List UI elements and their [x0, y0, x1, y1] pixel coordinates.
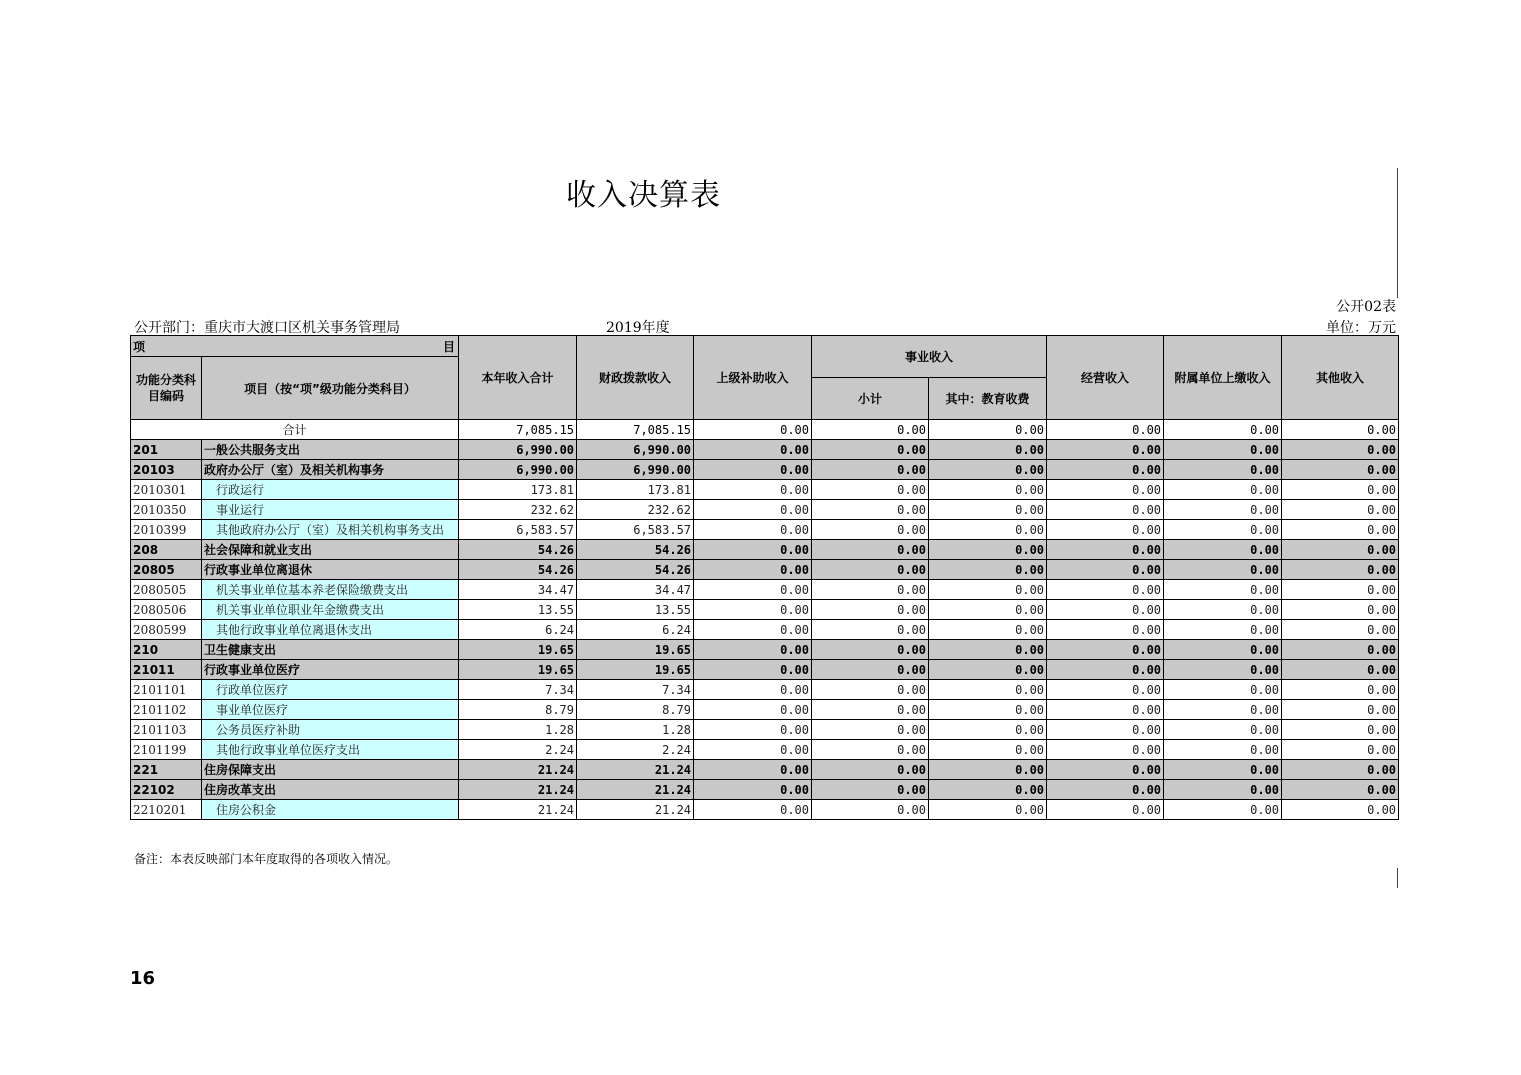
- header-career: 事业收入: [812, 336, 1047, 378]
- row-value: 0.00: [812, 800, 929, 820]
- row-value: 0.00: [1047, 680, 1164, 700]
- row-value: 7.34: [459, 680, 577, 700]
- row-value: 0.00: [694, 780, 812, 800]
- row-value: 0.00: [1164, 620, 1282, 640]
- row-value: 0.00: [694, 440, 812, 460]
- row-value: 0.00: [929, 800, 1047, 820]
- row-code: 201: [131, 440, 202, 460]
- header-superior: 上级补助收入: [694, 336, 812, 420]
- row-code: 2080599: [131, 620, 202, 640]
- row-value: 0.00: [1282, 460, 1399, 480]
- row-value: 19.65: [459, 640, 577, 660]
- row-value: 0.00: [1282, 480, 1399, 500]
- row-value: 0.00: [694, 580, 812, 600]
- row-value: 21.24: [459, 760, 577, 780]
- row-value: 0.00: [812, 500, 929, 520]
- row-value: 0.00: [1164, 740, 1282, 760]
- row-value: 21.24: [459, 780, 577, 800]
- row-code: 20103: [131, 460, 202, 480]
- row-code: 2101199: [131, 740, 202, 760]
- row-value: 6.24: [577, 620, 694, 640]
- row-value: 0.00: [1282, 720, 1399, 740]
- row-code: 2101101: [131, 680, 202, 700]
- row-value: 0.00: [1164, 460, 1282, 480]
- row-value: 0.00: [694, 720, 812, 740]
- row-value: 21.24: [459, 800, 577, 820]
- row-value: 0.00: [1047, 640, 1164, 660]
- row-value: 0.00: [1282, 700, 1399, 720]
- row-value: 0.00: [1047, 620, 1164, 640]
- row-value: 0.00: [1164, 520, 1282, 540]
- row-value: 0.00: [1047, 740, 1164, 760]
- total-cell: 0.00: [1047, 420, 1164, 440]
- row-value: 54.26: [459, 560, 577, 580]
- table-row: [131, 460, 1399, 480]
- table-row: [131, 660, 1399, 680]
- row-value: 0.00: [929, 600, 1047, 620]
- header-affiliated: 附属单位上缴收入: [1164, 336, 1282, 420]
- row-code: 2210201: [131, 800, 202, 820]
- row-value: 0.00: [1164, 700, 1282, 720]
- row-value: 0.00: [929, 740, 1047, 760]
- row-value: 0.00: [929, 460, 1047, 480]
- row-value: 0.00: [694, 600, 812, 620]
- row-value: 0.00: [1282, 540, 1399, 560]
- row-value: 2.24: [577, 740, 694, 760]
- row-value: 0.00: [929, 500, 1047, 520]
- row-value: 0.00: [694, 760, 812, 780]
- row-value: 54.26: [577, 560, 694, 580]
- row-value: 0.00: [1282, 760, 1399, 780]
- row-value: 0.00: [929, 640, 1047, 660]
- row-value: 0.00: [1164, 480, 1282, 500]
- row-code: 2010399: [131, 520, 202, 540]
- row-value: 0.00: [929, 520, 1047, 540]
- row-name: 事业单位医疗: [202, 700, 459, 720]
- row-value: 0.00: [812, 640, 929, 660]
- table-row: [131, 500, 1399, 520]
- form-number: 公开02表: [1336, 299, 1396, 315]
- row-value: 0.00: [1282, 780, 1399, 800]
- row-code: 2080505: [131, 580, 202, 600]
- row-value: 0.00: [1282, 580, 1399, 600]
- row-name: 行政事业单位医疗: [202, 660, 459, 680]
- unit-label: 单位：万元: [1326, 320, 1396, 336]
- row-value: 0.00: [812, 480, 929, 500]
- row-value: 0.00: [812, 620, 929, 640]
- header-mu: 目: [443, 340, 456, 354]
- row-value: 1.28: [459, 720, 577, 740]
- row-value: 6,990.00: [459, 440, 577, 460]
- row-code: 2080506: [131, 600, 202, 620]
- row-value: 34.47: [459, 580, 577, 600]
- row-value: 0.00: [1047, 760, 1164, 780]
- row-name: 卫生健康支出: [202, 640, 459, 660]
- income-table: [130, 335, 1399, 820]
- row-value: 6,583.57: [459, 520, 577, 540]
- row-value: 0.00: [1282, 520, 1399, 540]
- row-value: 0.00: [694, 700, 812, 720]
- row-value: 0.00: [812, 780, 929, 800]
- row-value: 232.62: [459, 500, 577, 520]
- row-code: 22102: [131, 780, 202, 800]
- row-value: 0.00: [929, 720, 1047, 740]
- row-value: 0.00: [694, 740, 812, 760]
- row-name: 机关事业单位职业年金缴费支出: [202, 600, 459, 620]
- row-value: 0.00: [812, 580, 929, 600]
- row-name: 其他行政事业单位医疗支出: [202, 740, 459, 760]
- row-name: 一般公共服务支出: [202, 440, 459, 460]
- row-value: 0.00: [812, 600, 929, 620]
- row-value: 232.62: [577, 500, 694, 520]
- row-code: 2010350: [131, 500, 202, 520]
- row-value: 0.00: [1164, 500, 1282, 520]
- row-value: 0.00: [1164, 760, 1282, 780]
- row-value: 0.00: [694, 560, 812, 580]
- row-value: 0.00: [1164, 780, 1282, 800]
- total-cell: 0.00: [812, 420, 929, 440]
- row-value: 173.81: [459, 480, 577, 500]
- table-row: [131, 480, 1399, 500]
- row-value: 0.00: [929, 780, 1047, 800]
- row-value: 0.00: [1047, 720, 1164, 740]
- row-value: 0.00: [1047, 500, 1164, 520]
- row-value: 6,583.57: [577, 520, 694, 540]
- table-row: [131, 440, 1399, 460]
- department-label: 公开部门：重庆市大渡口区机关事务管理局: [134, 320, 400, 336]
- table-row: [131, 640, 1399, 660]
- row-value: 0.00: [694, 500, 812, 520]
- header-item: [131, 336, 459, 357]
- row-value: 0.00: [1282, 740, 1399, 760]
- row-name: 其他行政事业单位离退休支出: [202, 620, 459, 640]
- row-value: 0.00: [1047, 480, 1164, 500]
- row-value: 0.00: [694, 480, 812, 500]
- row-code: 2101103: [131, 720, 202, 740]
- table-row: [131, 580, 1399, 600]
- total-cell: 0.00: [929, 420, 1047, 440]
- header-other: 其他收入: [1282, 336, 1399, 420]
- row-value: 0.00: [812, 560, 929, 580]
- row-value: 0.00: [812, 460, 929, 480]
- header-career-subtotal: 小计: [812, 378, 929, 420]
- table-row: [131, 700, 1399, 720]
- row-value: 0.00: [1164, 440, 1282, 460]
- row-value: 34.47: [577, 580, 694, 600]
- row-value: 0.00: [1282, 660, 1399, 680]
- row-value: 0.00: [694, 620, 812, 640]
- row-value: 0.00: [929, 620, 1047, 640]
- page-title: 收入决算表: [566, 178, 721, 213]
- row-value: 0.00: [1047, 600, 1164, 620]
- row-value: 54.26: [577, 540, 694, 560]
- table-row: [131, 780, 1399, 800]
- row-value: 0.00: [694, 800, 812, 820]
- row-value: 0.00: [1282, 620, 1399, 640]
- row-value: 0.00: [929, 700, 1047, 720]
- row-value: 0.00: [1047, 780, 1164, 800]
- total-row: [131, 420, 1399, 440]
- table-row: [131, 540, 1399, 560]
- row-code: 2101102: [131, 700, 202, 720]
- row-value: 0.00: [1164, 640, 1282, 660]
- row-value: 0.00: [1164, 580, 1282, 600]
- row-value: 0.00: [929, 560, 1047, 580]
- row-name: 行政单位医疗: [202, 680, 459, 700]
- row-value: 0.00: [1282, 800, 1399, 820]
- row-value: 0.00: [812, 660, 929, 680]
- row-value: 0.00: [812, 520, 929, 540]
- row-value: 173.81: [577, 480, 694, 500]
- table-row: [131, 600, 1399, 620]
- row-name: 事业运行: [202, 500, 459, 520]
- table-row: [131, 740, 1399, 760]
- row-value: 0.00: [1047, 800, 1164, 820]
- row-code: 2010301: [131, 480, 202, 500]
- row-code: 21011: [131, 660, 202, 680]
- total-cell: 0.00: [694, 420, 812, 440]
- row-name: 行政事业单位离退休: [202, 560, 459, 580]
- table-row: [131, 680, 1399, 700]
- row-value: 0.00: [812, 700, 929, 720]
- row-value: 0.00: [1282, 600, 1399, 620]
- row-name: 住房保障支出: [202, 760, 459, 780]
- row-value: 0.00: [694, 640, 812, 660]
- row-value: 0.00: [929, 580, 1047, 600]
- row-value: 0.00: [1047, 580, 1164, 600]
- total-cell: 7,085.15: [459, 420, 577, 440]
- header-xiang: 项: [133, 339, 146, 354]
- row-value: 0.00: [1047, 520, 1164, 540]
- row-value: 0.00: [1282, 640, 1399, 660]
- row-value: 0.00: [1047, 700, 1164, 720]
- header-total: 本年收入合计: [459, 336, 577, 420]
- header-career-edu: 其中：教育收费: [929, 378, 1047, 420]
- row-code: 20805: [131, 560, 202, 580]
- row-value: 0.00: [694, 660, 812, 680]
- header-fiscal: 财政拨款收入: [577, 336, 694, 420]
- row-value: 13.55: [577, 600, 694, 620]
- table-row: [131, 720, 1399, 740]
- row-name: 住房公积金: [202, 800, 459, 820]
- row-value: 19.65: [577, 640, 694, 660]
- row-name: 行政运行: [202, 480, 459, 500]
- row-name: 住房改革支出: [202, 780, 459, 800]
- row-value: 0.00: [1282, 560, 1399, 580]
- header-code: 功能分类科目编码: [131, 357, 202, 420]
- row-value: 8.79: [459, 700, 577, 720]
- row-value: 0.00: [694, 460, 812, 480]
- table-row: [131, 800, 1399, 820]
- row-value: 13.55: [459, 600, 577, 620]
- row-value: 0.00: [1047, 440, 1164, 460]
- row-value: 0.00: [1164, 600, 1282, 620]
- total-cell: 0.00: [1164, 420, 1282, 440]
- table-row: [131, 560, 1399, 580]
- table-row: [131, 620, 1399, 640]
- row-code: 210: [131, 640, 202, 660]
- row-value: 7.34: [577, 680, 694, 700]
- table-note: 备注：本表反映部门本年度取得的各项收入情况。: [134, 852, 399, 866]
- table-row: [131, 760, 1399, 780]
- row-value: 0.00: [1047, 540, 1164, 560]
- row-value: 0.00: [1164, 720, 1282, 740]
- row-value: 0.00: [1164, 800, 1282, 820]
- row-code: 221: [131, 760, 202, 780]
- row-value: 0.00: [812, 680, 929, 700]
- row-value: 0.00: [929, 760, 1047, 780]
- row-name: 社会保障和就业支出: [202, 540, 459, 560]
- row-value: 0.00: [929, 480, 1047, 500]
- table-row: [131, 520, 1399, 540]
- row-value: 0.00: [694, 520, 812, 540]
- row-value: 21.24: [577, 760, 694, 780]
- row-value: 0.00: [694, 540, 812, 560]
- row-value: 6,990.00: [577, 460, 694, 480]
- row-value: 0.00: [929, 660, 1047, 680]
- row-value: 1.28: [577, 720, 694, 740]
- page-number: 16: [130, 968, 156, 989]
- right-border-rule: [1397, 168, 1398, 298]
- row-value: 0.00: [1164, 660, 1282, 680]
- row-value: 0.00: [1282, 680, 1399, 700]
- row-name: 公务员医疗补助: [202, 720, 459, 740]
- row-code: 208: [131, 540, 202, 560]
- row-value: 0.00: [694, 680, 812, 700]
- row-value: 0.00: [929, 440, 1047, 460]
- row-value: 6,990.00: [577, 440, 694, 460]
- total-cell: 7,085.15: [577, 420, 694, 440]
- row-value: 0.00: [812, 540, 929, 560]
- row-value: 0.00: [1047, 660, 1164, 680]
- row-value: 6.24: [459, 620, 577, 640]
- row-value: 0.00: [1047, 560, 1164, 580]
- row-value: 0.00: [1047, 460, 1164, 480]
- right-border-rule-lower: [1397, 868, 1398, 888]
- year-label: 2019年度: [606, 320, 670, 336]
- row-value: 19.65: [459, 660, 577, 680]
- header-business: 经营收入: [1047, 336, 1164, 420]
- row-name: 机关事业单位基本养老保险缴费支出: [202, 580, 459, 600]
- row-value: 0.00: [929, 540, 1047, 560]
- row-value: 0.00: [1164, 560, 1282, 580]
- row-name: 政府办公厅（室）及相关机构事务: [202, 460, 459, 480]
- row-value: 2.24: [459, 740, 577, 760]
- row-name: 其他政府办公厅（室）及相关机构事务支出: [202, 520, 459, 540]
- row-value: 0.00: [1282, 500, 1399, 520]
- row-value: 19.65: [577, 660, 694, 680]
- row-value: 0.00: [812, 740, 929, 760]
- row-value: 0.00: [1164, 680, 1282, 700]
- row-value: 0.00: [1282, 440, 1399, 460]
- row-value: 21.24: [577, 780, 694, 800]
- row-value: 8.79: [577, 700, 694, 720]
- row-value: 0.00: [812, 760, 929, 780]
- row-value: 0.00: [812, 720, 929, 740]
- total-cell: 0.00: [1282, 420, 1399, 440]
- row-value: 0.00: [812, 440, 929, 460]
- row-value: 21.24: [577, 800, 694, 820]
- header-name: 项目（按“项”级功能分类科目）: [202, 357, 459, 420]
- row-value: 0.00: [929, 680, 1047, 700]
- row-value: 6,990.00: [459, 460, 577, 480]
- row-value: 0.00: [1164, 540, 1282, 560]
- total-label: 合计: [131, 420, 459, 440]
- row-value: 54.26: [459, 540, 577, 560]
